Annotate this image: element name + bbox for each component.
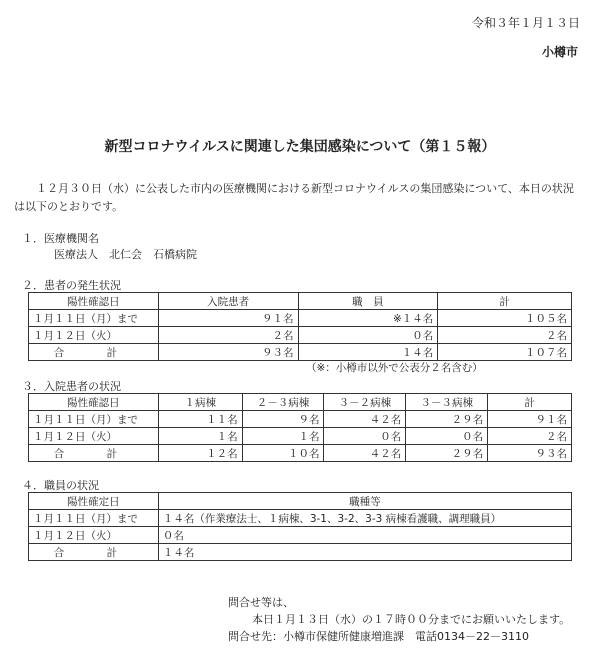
table-cell: ２９名 [406, 411, 488, 428]
table-total-row [29, 544, 572, 561]
table-cell: ０名 [324, 428, 406, 445]
table-cell: ２名 [488, 428, 572, 445]
row-label: １月１２日（火） [29, 428, 159, 445]
table-row [29, 327, 572, 344]
document-title: 新型コロナウイルスに関連した集団感染について（第１５報） [104, 139, 496, 155]
table-cell: ９３名 [158, 344, 298, 361]
facility-name: 医療法人 北仁会 石橋病院 [54, 248, 197, 261]
table-cell: １４名 [298, 344, 438, 361]
table-cell: １４名 [158, 544, 571, 561]
column-header: 職種等 [158, 493, 571, 510]
table-cell: ９名 [242, 411, 324, 428]
column-header: ２－３病棟 [242, 394, 324, 411]
table-cell: ４２名 [324, 411, 406, 428]
table-cell: １名 [158, 428, 242, 445]
section3-heading: ３．入院患者の状況 [22, 380, 121, 393]
table-cell: １０５名 [438, 310, 572, 327]
column-header: 陽性確認日 [29, 293, 159, 310]
table-header-row [29, 293, 572, 310]
column-header: 陽性確定日 [29, 493, 159, 510]
section2-heading: ２．患者の発生状況 [22, 279, 121, 292]
column-header: 計 [438, 293, 572, 310]
staff-table [28, 492, 572, 561]
row-label: 合 計 [29, 544, 159, 561]
table-cell: ※１４名 [298, 310, 438, 327]
contact-info: 問合せ先：小樽市保健所健康増進課 電話0134－22－3110 [228, 630, 529, 643]
table-cell: １名 [242, 428, 324, 445]
document-date: 令和３年１月１３日 [471, 16, 580, 30]
column-header: 職 員 [298, 293, 438, 310]
column-header: 計 [488, 394, 572, 411]
table-row [29, 527, 572, 544]
column-header: 陽性確認日 [29, 394, 159, 411]
table-total-row [29, 445, 572, 462]
table-row [29, 310, 572, 327]
row-label: １月１２日（火） [29, 527, 159, 544]
table-row [29, 428, 572, 445]
table-cell: １０７名 [438, 344, 572, 361]
section4-heading: ４．職員の状況 [22, 479, 99, 492]
patient-table [28, 292, 572, 361]
row-label: 合 計 [29, 445, 159, 462]
row-label: １月１１日（月）まで [29, 411, 159, 428]
table-cell: １２名 [158, 445, 242, 462]
table-cell: ９１名 [158, 310, 298, 327]
contact-intro: 問合せ等は、 [228, 596, 294, 609]
table-note: （※：小樽市以外で公表分２名含む） [306, 362, 483, 374]
section1-heading: １．医療機関名 [22, 232, 99, 245]
table-header-row [29, 493, 572, 510]
intro-paragraph: １２月３０日（水）に公表した市内の医療機関における新型コロナウイルスの集団感染について、本日の状況は以下のとおりです。 [14, 182, 574, 213]
column-header: 入院患者 [158, 293, 298, 310]
table-cell: ９１名 [488, 411, 572, 428]
row-label: １月１１日（月）まで [29, 310, 159, 327]
table-cell: ２９名 [406, 445, 488, 462]
table-total-row [29, 344, 572, 361]
table-cell: ４２名 [324, 445, 406, 462]
column-header: ３－３病棟 [406, 394, 488, 411]
table-cell: ２名 [438, 327, 572, 344]
table-cell: ０名 [298, 327, 438, 344]
table-row [29, 510, 572, 527]
row-label: １月１２日（火） [29, 327, 159, 344]
table-cell: ９３名 [488, 445, 572, 462]
table-cell: １０名 [242, 445, 324, 462]
inpatient-table [28, 393, 572, 462]
table-cell: ０名 [158, 527, 571, 544]
table-header-row [29, 394, 572, 411]
table-cell: １４名（作業療法士、１病棟、3-1、3-2、3-3 病棟看護職、調理職員） [158, 510, 571, 527]
column-header: ３－２病棟 [324, 394, 406, 411]
table-row [29, 411, 572, 428]
row-label: 合 計 [29, 344, 159, 361]
row-label: １月１１日（月）まで [29, 510, 159, 527]
column-header: １病棟 [158, 394, 242, 411]
table-cell: １１名 [158, 411, 242, 428]
table-cell: ０名 [406, 428, 488, 445]
issuer-name: 小樽市 [541, 45, 578, 59]
contact-deadline: 本日１月１３日（水）の１７時００分までにお願いいたします。 [252, 613, 571, 626]
table-cell: ２名 [158, 327, 298, 344]
